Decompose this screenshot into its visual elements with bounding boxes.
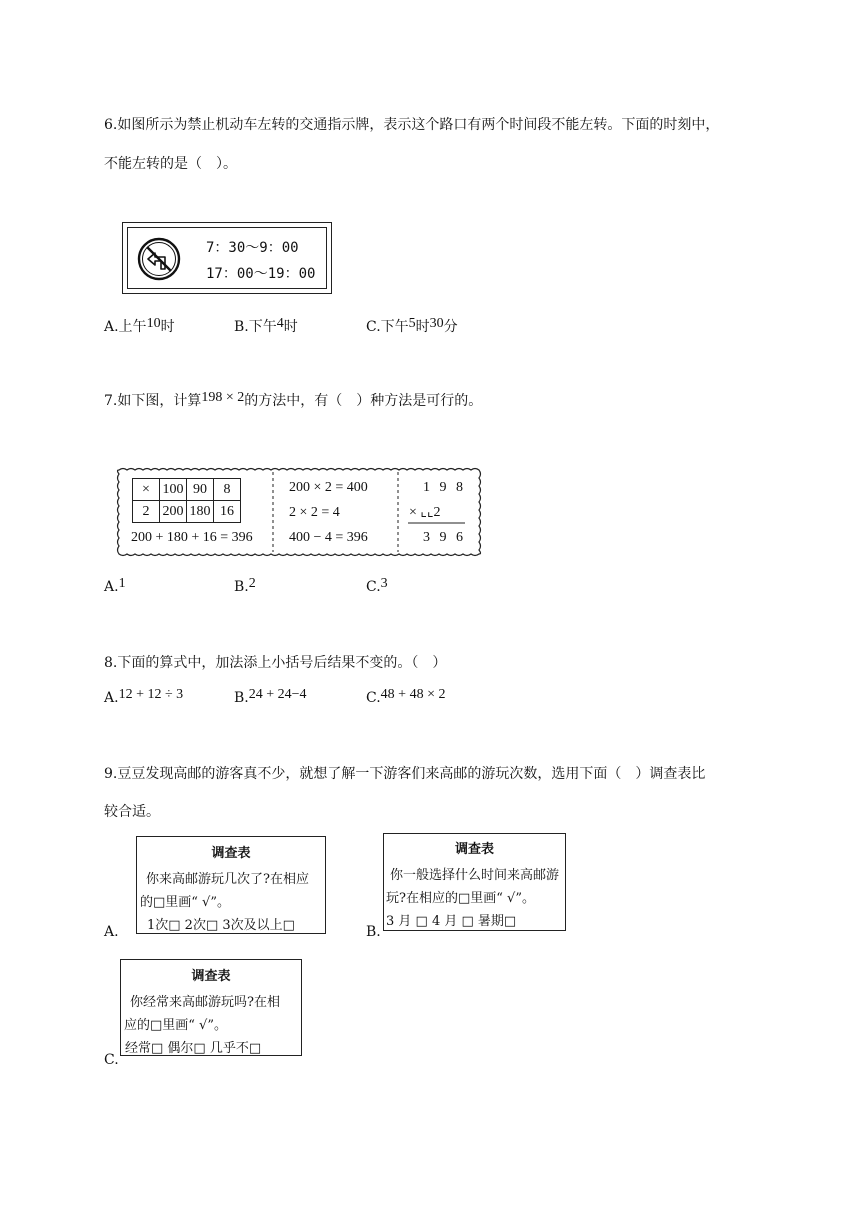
- method2-line3: 400 − 4 = 396: [289, 530, 368, 545]
- method3-mid: × ⌞⌞2: [409, 505, 441, 520]
- q6-option-b-suffix: 时: [283, 319, 298, 335]
- q7-prefix: 7.如下图，计算: [104, 393, 202, 409]
- q7-option-a-val: 1: [118, 576, 126, 591]
- survey-card-line: 玩?在相应的□里画“ √”。: [386, 891, 535, 906]
- q8-option-c-val: 48 + 48 × 2: [380, 687, 446, 702]
- mult-cell: 100: [160, 479, 187, 501]
- mult-table-row: [133, 501, 241, 523]
- q6-option-c-num1: 5: [408, 316, 416, 331]
- q6-option-c-mid: 时: [415, 319, 430, 335]
- survey-card-title: 调查表: [454, 842, 494, 857]
- q7-option-a-label: A.: [104, 579, 119, 595]
- q8-option-a: [104, 687, 184, 707]
- q9-option-a-label: A.: [104, 924, 119, 940]
- method3-bottom: 3 9 6: [423, 530, 466, 545]
- q6-option-a-suffix: 时: [160, 319, 175, 335]
- q6-option-a-num: 10: [146, 316, 161, 331]
- q7-option-c-label: C.: [366, 579, 381, 595]
- method2-line2: 2 × 2 = 4: [289, 505, 340, 520]
- q7-option-c-val: 3: [380, 576, 388, 591]
- sign-time-1: 7：30～9：00: [206, 240, 299, 256]
- q6-line1: 6.如图所示为禁止机动车左转的交通指示牌，表示这个路口有两个时间段不能左转。下面的时刻中，: [104, 117, 720, 133]
- q9-option-b-label: B.: [366, 924, 381, 940]
- mult-cell: 200: [160, 501, 187, 523]
- q7-suffix: 的方法中，有（ ）种方法是可行的。: [244, 393, 483, 409]
- mult-cell: 90: [187, 479, 214, 501]
- survey-card-line: 1次□ 2次□ 3次及以上□: [147, 918, 295, 933]
- q6-option-c-num2: 30: [429, 316, 444, 331]
- survey-card-a: [136, 836, 326, 934]
- survey-card-line: 经常□ 偶尔□ 几乎不□: [125, 1041, 262, 1056]
- traffic-sign: [122, 222, 332, 294]
- q8-option-b-val: 24 + 24−4: [248, 687, 307, 702]
- q8-option-a-label: A.: [104, 690, 119, 706]
- q7-expr: 198 × 2: [201, 390, 245, 405]
- q8-option-c-label: C.: [366, 690, 381, 706]
- q7-option-a: [104, 576, 126, 596]
- q9-line2: 较合适。: [104, 804, 160, 820]
- method2-line1: 200 × 2 = 400: [289, 480, 368, 495]
- survey-card-line: 的□里画“ √”。: [140, 895, 230, 910]
- q9-line1: 9.豆豆发现高邮的游客真不少，就想了解一下游客们来高邮的游玩次数，选用下面（ ）调查表比: [104, 766, 706, 782]
- q7-line: [104, 390, 482, 410]
- survey-card-title: 调查表: [191, 969, 231, 984]
- sign-time-2: 17：00～19：00: [206, 266, 316, 282]
- q6-option-b-prefix: B.下午: [234, 319, 277, 335]
- q8-option-a-val: 12 + 12 ÷ 3: [118, 687, 184, 702]
- mult-cell: 180: [187, 501, 214, 523]
- method3-top: 1 9 8: [423, 480, 466, 495]
- q7-option-c: [366, 576, 388, 596]
- q6-option-a: [104, 316, 175, 336]
- survey-card-line: 应的□里画“ √”。: [124, 1018, 227, 1033]
- mult-cell: 2: [133, 501, 160, 523]
- q8-option-b: [234, 687, 307, 707]
- method1-sum: 200 + 180 + 16 = 396: [131, 530, 253, 545]
- q9-option-c-label: C.: [104, 1052, 119, 1068]
- survey-card-b: [383, 833, 566, 931]
- survey-card-c: [120, 959, 302, 1056]
- q6-line2: 不能左转的是（ ）。: [104, 156, 237, 172]
- q6-option-b-num: 4: [276, 316, 284, 331]
- survey-card-line: 3 月 □ 4 月 □ 暑期□: [386, 914, 517, 929]
- q8-option-c: [366, 687, 446, 707]
- q7-option-b: [234, 576, 256, 596]
- q8-line: 8.下面的算式中，加法添上小括号后结果不变的。（ ）: [104, 655, 447, 671]
- q7-option-b-label: B.: [234, 579, 249, 595]
- no-left-turn-icon: [137, 237, 181, 281]
- mult-table-row: [133, 479, 241, 501]
- mult-cell: 8: [214, 479, 241, 501]
- q7-figure: [115, 466, 483, 558]
- q6-option-a-prefix: A.上午: [104, 319, 147, 335]
- q6-option-b: [234, 316, 298, 336]
- q8-option-b-label: B.: [234, 690, 249, 706]
- mult-cell: 16: [214, 501, 241, 523]
- q6-option-c-prefix: C.下午: [366, 319, 409, 335]
- q7-option-b-val: 2: [248, 576, 256, 591]
- mult-table: [132, 478, 241, 523]
- survey-card-line: 你来高邮游玩几次了?在相应: [146, 872, 309, 887]
- q6-option-c: [366, 316, 458, 336]
- survey-card-line: 你一般选择什么时间来高邮游: [390, 868, 560, 883]
- q6-option-c-suffix: 分: [443, 319, 458, 335]
- survey-card-title: 调查表: [211, 846, 251, 861]
- survey-card-line: 你经常来高邮游玩吗?在相: [130, 995, 280, 1010]
- mult-cell: ×: [133, 479, 160, 501]
